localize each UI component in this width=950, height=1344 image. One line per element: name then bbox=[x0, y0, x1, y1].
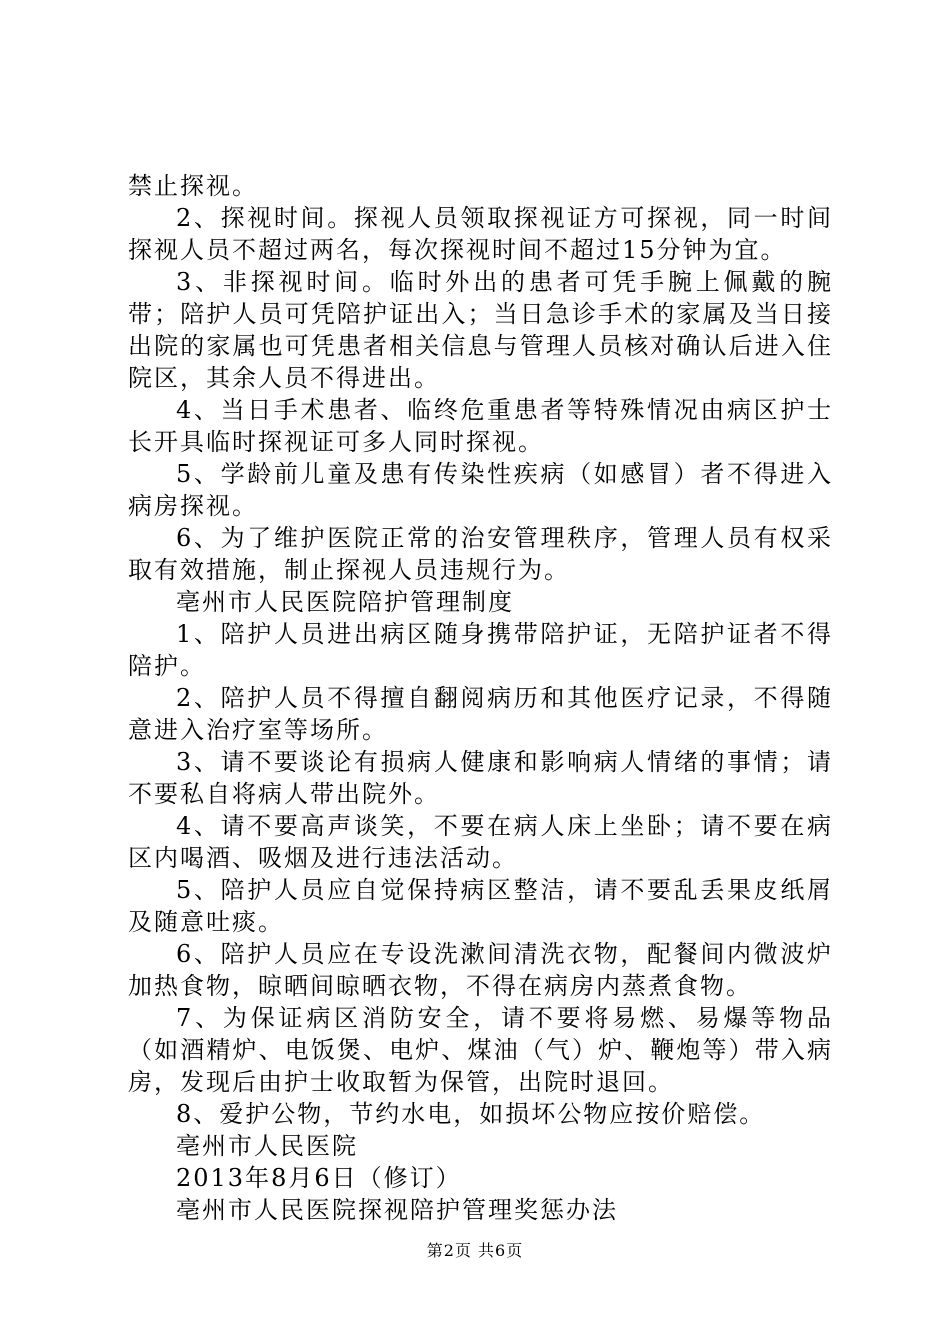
section-heading-escort-rules: 亳州市人民医院陪护管理制度 bbox=[176, 588, 514, 616]
page-number-footer: 第2页 共6页 bbox=[426, 1241, 524, 1260]
paragraph-escort-rule-3: 3、请不要谈论有损病人健康和影响病人情绪的事情；请不要私自将病人带出院外。 bbox=[128, 748, 833, 808]
paragraph-escort-rule-6: 6、陪护人员应在专设洗漱间清洗衣物，配餐间内微波炉加热食物，晾晒间晾晒衣物，不得在病房内蒸煮食物。 bbox=[128, 940, 833, 1000]
paragraph-escort-rule-2: 2、陪护人员不得擅自翻阅病历和其他医疗记录，不得随意进入治疗室等场所。 bbox=[128, 684, 833, 744]
paragraph-visit-time: 2、探视时间。探视人员领取探视证方可探视，同一时间探视人员不超过两名，每次探视时间不超过15分钟为宜。 bbox=[128, 204, 833, 264]
paragraph-escort-rule-1: 1、陪护人员进出病区随身携带陪护证，无陪护证者不得陪护。 bbox=[128, 620, 833, 680]
paragraph-continuation: 禁止探视。 bbox=[128, 172, 258, 200]
paragraph-children-restriction: 5、学龄前儿童及患有传染性疾病（如感冒）者不得进入病房探视。 bbox=[128, 460, 833, 520]
signature-organization: 亳州市人民医院 bbox=[176, 1132, 358, 1160]
section-heading-rewards: 亳州市人民医院探视陪护管理奖惩办法 bbox=[176, 1196, 618, 1224]
paragraph-special-cases: 4、当日手术患者、临终危重患者等特殊情况由病区护士长开具临时探视证可多人同时探视。 bbox=[128, 396, 833, 456]
paragraph-escort-rule-7: 7、为保证病区消防安全，请不要将易燃、易爆等物品（如酒精炉、电饭煲、电炉、煤油（气）炉、鞭炮等）带入病房，发现后由护士收取暂为保管，出院时退回。 bbox=[128, 1004, 833, 1096]
paragraph-non-visit-time: 3、非探视时间。临时外出的患者可凭手腕上佩戴的腕带；陪护人员可凭陪护证出入；当日急诊手术的家属及当日接出院的家属也可凭患者相关信息与管理人员核对确认后进入住院区，其余人员不得进出。 bbox=[128, 268, 833, 392]
paragraph-security-measures: 6、为了维护医院正常的治安管理秩序，管理人员有权采取有效措施，制止探视人员违规行为。 bbox=[128, 524, 833, 584]
paragraph-escort-rule-5: 5、陪护人员应自觉保持病区整洁，请不要乱丢果皮纸屑及随意吐痰。 bbox=[128, 876, 833, 936]
paragraph-escort-rule-8: 8、爱护公物，节约水电，如损坏公物应按价赔偿。 bbox=[176, 1100, 766, 1128]
signature-date: 2013年8月6日（修订） bbox=[176, 1164, 462, 1192]
paragraph-escort-rule-4: 4、请不要高声谈笑，不要在病人床上坐卧；请不要在病区内喝酒、吸烟及进行违法活动。 bbox=[128, 812, 833, 872]
document-body bbox=[128, 170, 833, 1226]
